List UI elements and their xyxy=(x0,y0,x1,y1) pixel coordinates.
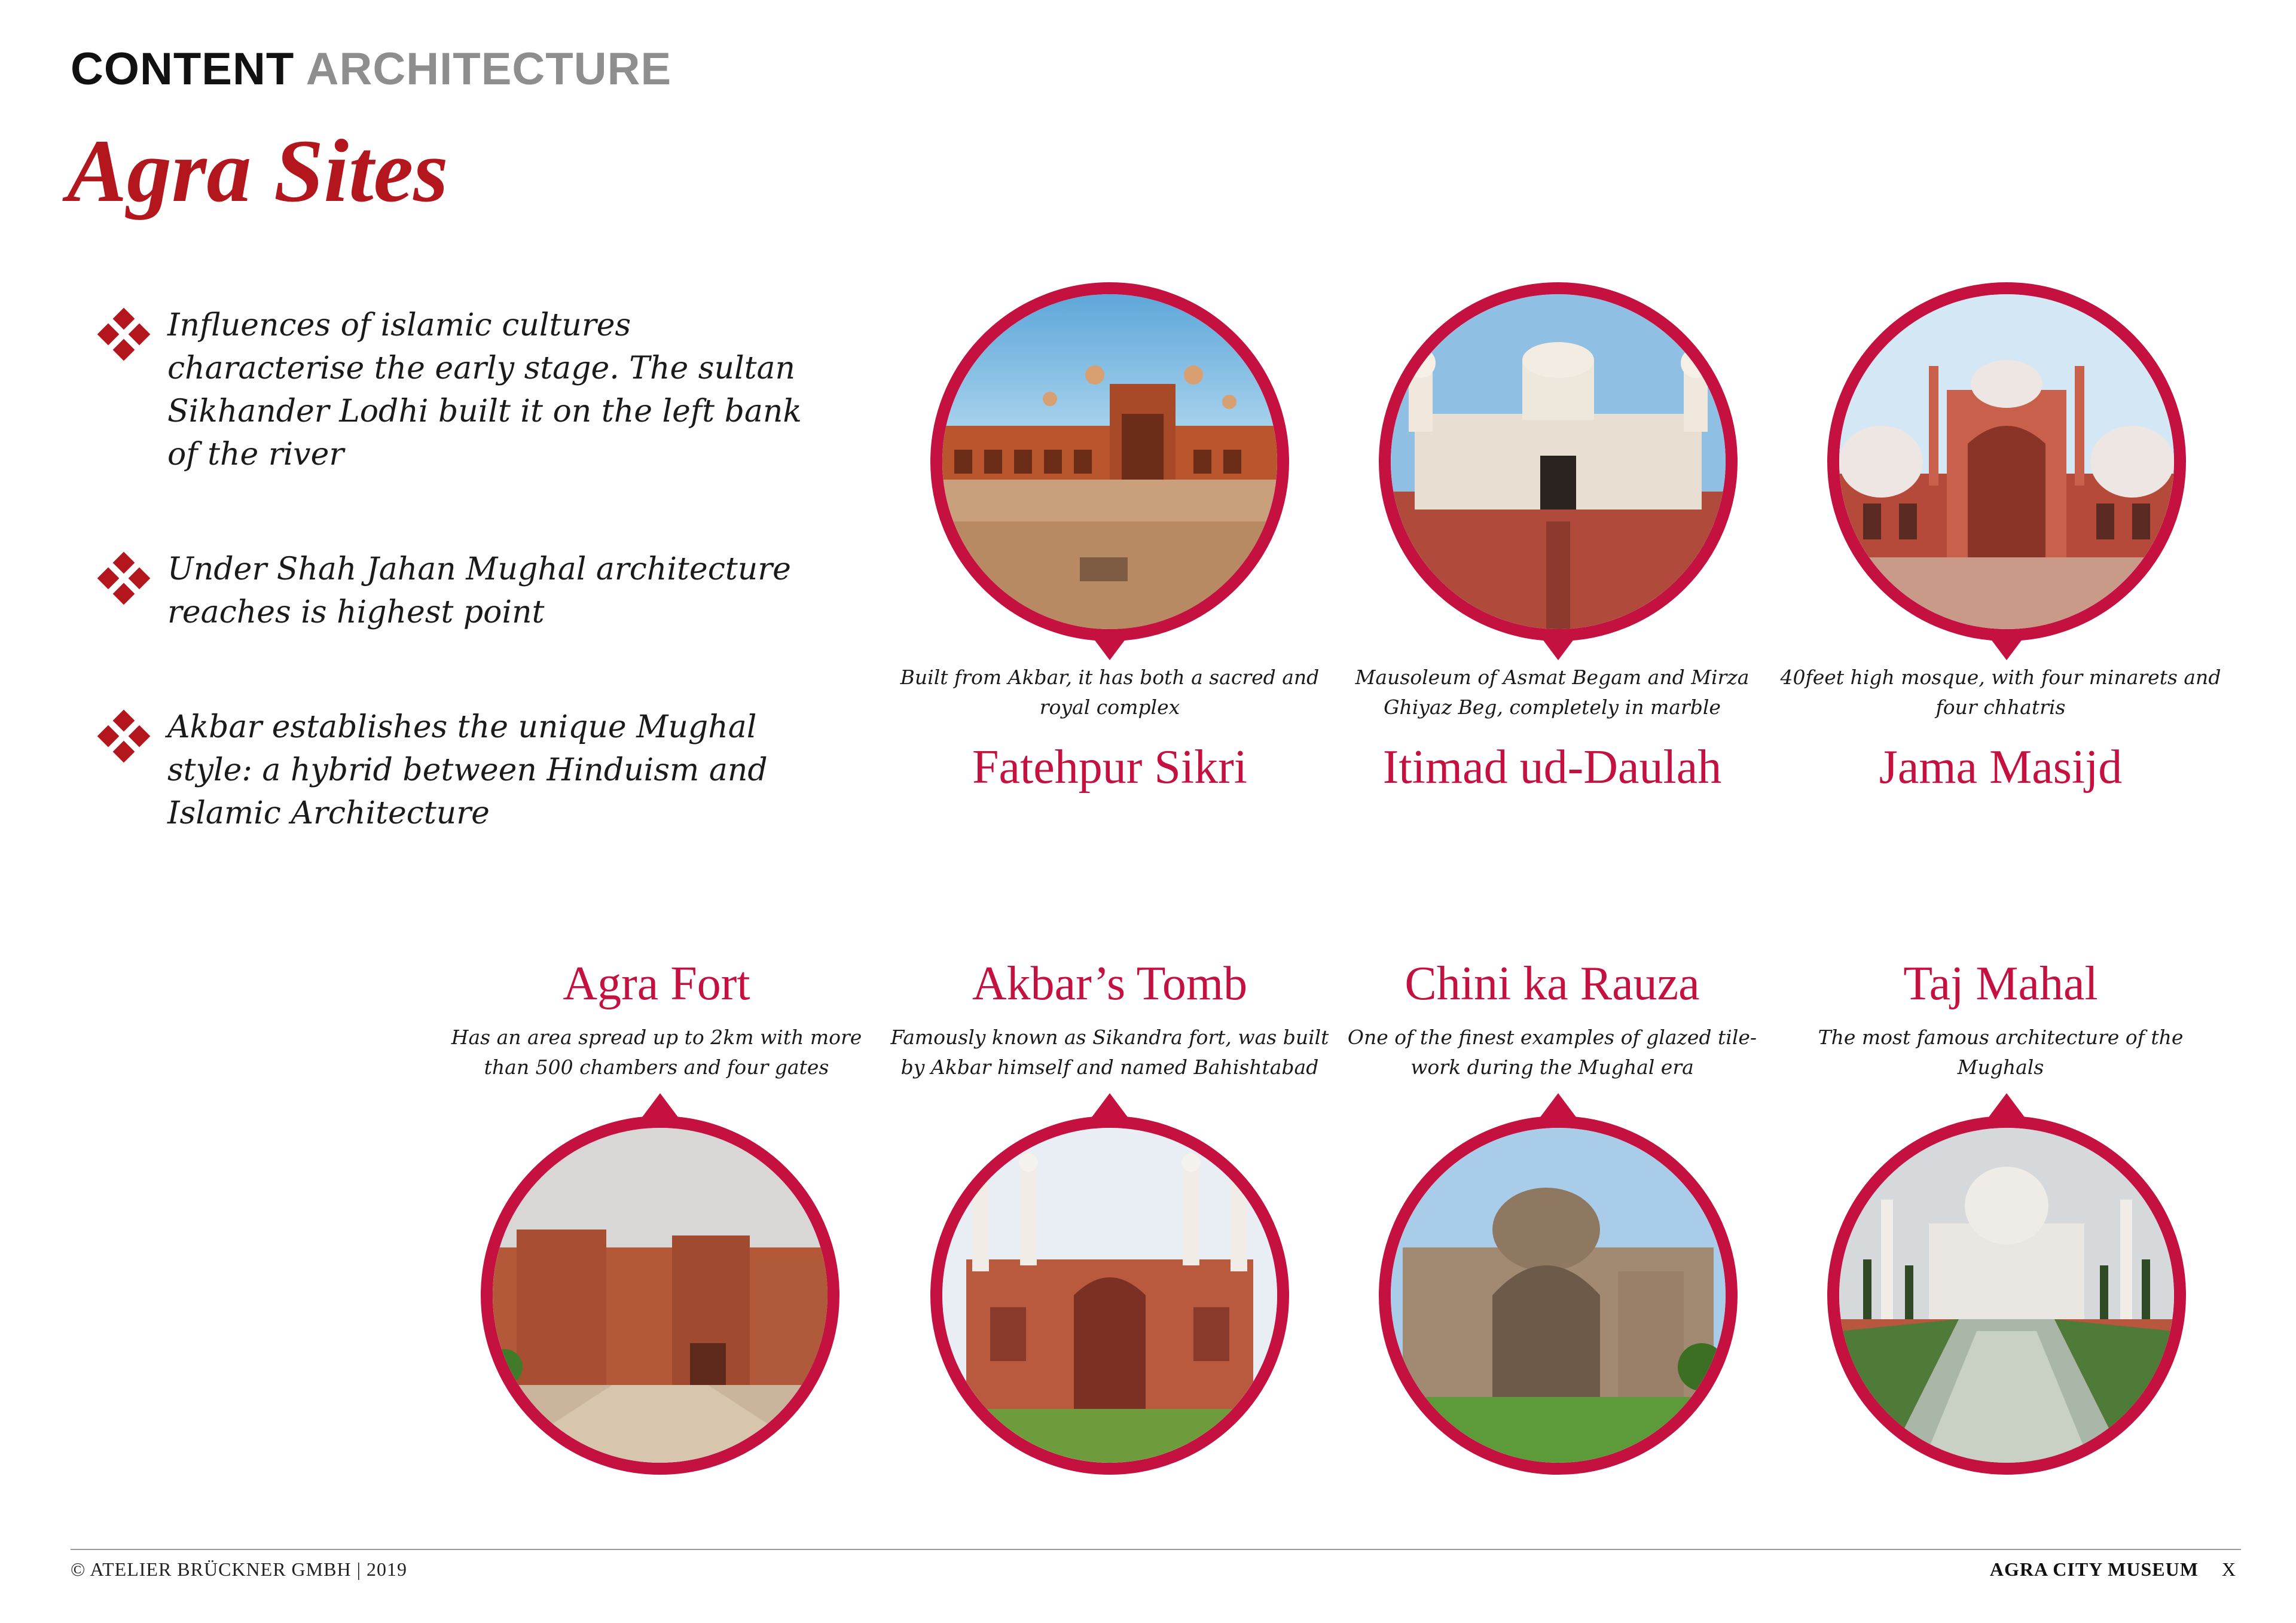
header-grey: ARCHITECTURE xyxy=(306,44,672,94)
site-name: Taj Mahal xyxy=(1903,957,2098,1010)
akbars-tomb-photo xyxy=(930,1116,1289,1475)
pointer-up-icon xyxy=(642,1093,678,1117)
footer-divider xyxy=(71,1549,2241,1550)
site-agra-fort xyxy=(481,1116,839,1487)
bullet-text: Akbar establishes the unique Mughal style: a hybrid between Hinduism and Islamic Architecture xyxy=(167,709,768,831)
agra-fort-photo xyxy=(481,1116,839,1475)
page-number: X xyxy=(2221,1558,2236,1580)
bullet-text: Under Shah Jahan Mughal architecture reaches is highest point xyxy=(167,551,791,630)
site-name: Jama Masijd xyxy=(1879,741,2123,794)
fatehpur-sikri-photo xyxy=(930,282,1289,641)
page-title: Agra Sites xyxy=(67,121,448,221)
bullet-item xyxy=(97,706,814,835)
footer-project xyxy=(1990,1558,2236,1581)
diamond-bullet-icon xyxy=(97,709,151,763)
section-header xyxy=(71,43,671,95)
bullet-item xyxy=(97,548,814,634)
site-jama-masjid xyxy=(1827,282,2186,653)
site-description: 40feet high mosque, with four minarets and four chhatris xyxy=(1780,666,2221,719)
site-akbars-tomb xyxy=(930,1116,1289,1487)
site-description: One of the finest examples of glazed tile-work during the Mughal era xyxy=(1347,1026,1757,1079)
site-taj-mahal xyxy=(1827,1116,2186,1487)
site-description: Famously known as Sikandra fort, was built by Akbar himself and named Bahishtabad xyxy=(890,1026,1329,1079)
taj-mahal-photo xyxy=(1827,1116,2186,1475)
site-name: Fatehpur Sikri xyxy=(972,741,1247,794)
site-chini-ka-rauza xyxy=(1379,1116,1738,1487)
pointer-up-icon xyxy=(1540,1093,1576,1117)
site-description: Mausoleum of Asmat Begam and Mirza Ghiyaz Beg, completely in marble xyxy=(1355,666,1750,719)
bullet-text: Influences of islamic cultures characterise the early stage. The sultan Sikhander Lodhi built it on the left bank of the river xyxy=(167,307,802,472)
jama-masjid-photo xyxy=(1827,282,2186,641)
footer-copyright: © ATELIER BRÜCKNER GMBH | 2019 xyxy=(71,1558,407,1580)
site-description: Has an area spread up to 2km with more than 500 chambers and four gates xyxy=(451,1026,862,1079)
pointer-down-icon xyxy=(1989,636,2025,660)
bullet-item xyxy=(97,304,814,476)
site-name: Akbar’s Tomb xyxy=(972,957,1248,1010)
diamond-bullet-icon xyxy=(97,551,151,605)
pointer-down-icon xyxy=(1092,636,1128,660)
itimad-ud-daulah-photo xyxy=(1379,282,1738,641)
site-description: Built from Akbar, it has both a sacred and royal complex xyxy=(900,666,1320,719)
site-fatehpur-sikri xyxy=(930,282,1289,653)
footer-project-name: AGRA CITY MUSEUM xyxy=(1989,1558,2199,1580)
site-name: Chini ka Rauza xyxy=(1405,957,1700,1010)
site-name: Agra Fort xyxy=(563,957,750,1010)
diamond-bullet-icon xyxy=(97,307,151,361)
pointer-up-icon xyxy=(1989,1093,2025,1117)
site-name: Itimad ud-Daulah xyxy=(1382,741,1722,794)
site-description: The most famous architecture of the Mughals xyxy=(1818,1026,2184,1079)
pointer-up-icon xyxy=(1092,1093,1128,1117)
pointer-down-icon xyxy=(1540,636,1576,660)
header-bold: CONTENT xyxy=(71,44,295,94)
chini-ka-rauza-photo xyxy=(1379,1116,1738,1475)
site-itimad-ud-daulah xyxy=(1379,282,1738,653)
bullet-list xyxy=(97,304,814,907)
